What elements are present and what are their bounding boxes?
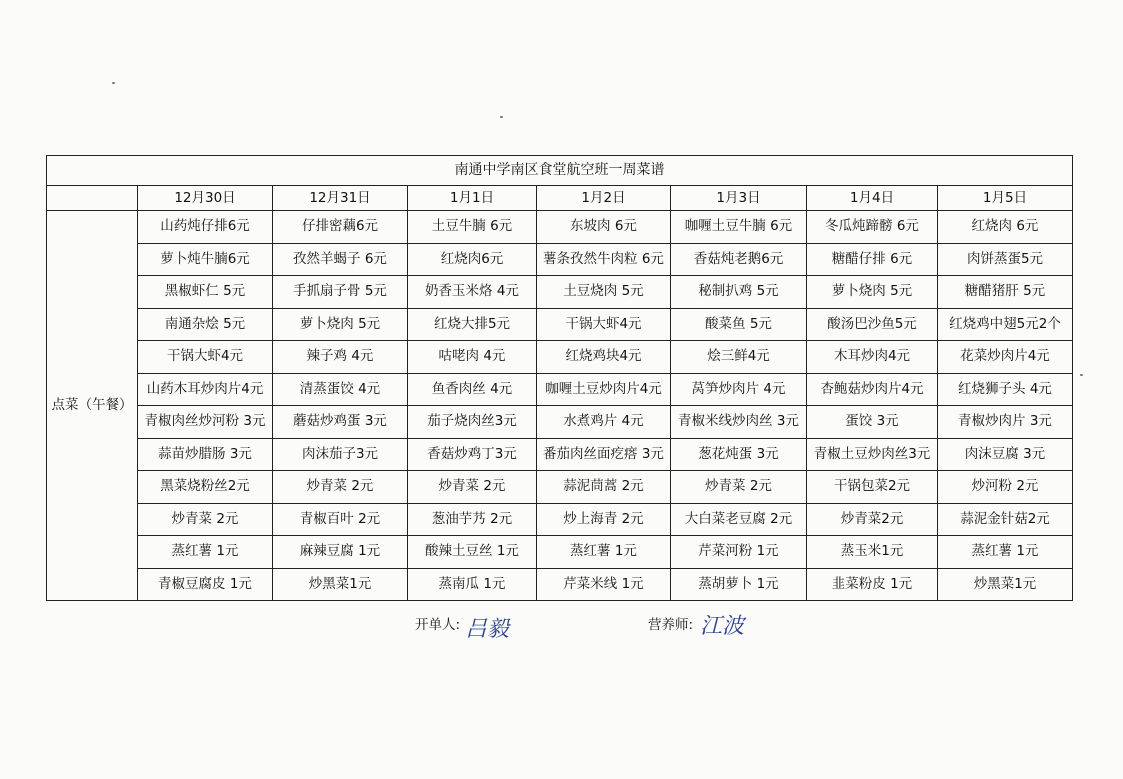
menu-title: 南通中学南区食堂航空班一周菜谱 <box>47 156 1073 186</box>
dish-cell: 炒青菜2元 <box>807 503 938 536</box>
dish-cell: 炒青菜 2元 <box>408 471 537 504</box>
dish-cell: 干锅包菜2元 <box>807 471 938 504</box>
dish-cell: 糖醋仔排 6元 <box>807 243 938 276</box>
dish-cell: 蒸南瓜 1元 <box>408 568 537 601</box>
date-header: 12月31日 <box>273 186 408 211</box>
nutritionist-label: 营养师: <box>648 617 694 633</box>
dish-cell: 炒青菜 2元 <box>671 471 807 504</box>
dish-cell: 莴笋炒肉片 4元 <box>671 373 807 406</box>
corner-cell <box>47 186 138 211</box>
dish-cell: 炒青菜 2元 <box>138 503 273 536</box>
dish-cell: 南通杂烩 5元 <box>138 308 273 341</box>
weekly-menu-table <box>46 155 1073 601</box>
dish-cell: 黑菜烧粉丝2元 <box>138 471 273 504</box>
dish-cell: 香菇炖老鹅6元 <box>671 243 807 276</box>
dish-cell: 茄子烧肉丝3元 <box>408 406 537 439</box>
issuer-label: 开单人: <box>415 617 461 633</box>
dish-cell: 土豆烧肉 5元 <box>537 276 671 309</box>
dish-cell: 咖喱土豆牛腩 6元 <box>671 211 807 244</box>
dish-cell: 大白菜老豆腐 2元 <box>671 503 807 536</box>
dish-cell: 烩三鲜4元 <box>671 341 807 374</box>
date-header: 12月30日 <box>138 186 273 211</box>
dish-cell: 糖醋猪肝 5元 <box>938 276 1073 309</box>
dish-cell: 奶香玉米烙 4元 <box>408 276 537 309</box>
dish-cell: 红烧肉 6元 <box>938 211 1073 244</box>
table-row <box>47 373 1073 406</box>
dish-cell: 蒸胡萝卜 1元 <box>671 568 807 601</box>
dish-cell: 红烧肉6元 <box>408 243 537 276</box>
date-header: 1月3日 <box>671 186 807 211</box>
dish-cell: 炒青菜 2元 <box>273 471 408 504</box>
dish-cell: 杏鲍菇炒肉片4元 <box>807 373 938 406</box>
nutritionist-signature: 江波 <box>700 614 745 639</box>
dish-cell: 辣子鸡 4元 <box>273 341 408 374</box>
table-row <box>47 471 1073 504</box>
dish-cell: 酸辣土豆丝 1元 <box>408 536 537 569</box>
dish-cell: 芹菜米线 1元 <box>537 568 671 601</box>
dish-cell: 东坡肉 6元 <box>537 211 671 244</box>
dish-cell: 青椒肉丝炒河粉 3元 <box>138 406 273 439</box>
scan-speck <box>1080 374 1083 376</box>
table-row <box>47 243 1073 276</box>
dish-cell: 番茄肉丝面疙瘩 3元 <box>537 438 671 471</box>
dish-cell: 红烧鸡中翅5元2个 <box>938 308 1073 341</box>
table-row <box>47 276 1073 309</box>
dish-cell: 清蒸蛋饺 4元 <box>273 373 408 406</box>
dish-cell: 蒜苗炒腊肠 3元 <box>138 438 273 471</box>
date-header: 1月4日 <box>807 186 938 211</box>
dish-cell: 麻辣豆腐 1元 <box>273 536 408 569</box>
dish-cell: 黑椒虾仁 5元 <box>138 276 273 309</box>
scan-speck <box>112 82 115 84</box>
table-row <box>47 536 1073 569</box>
dish-cell: 炒河粉 2元 <box>938 471 1073 504</box>
dish-cell: 肉饼蒸蛋5元 <box>938 243 1073 276</box>
issuer-signature: 吕毅 <box>465 617 510 642</box>
dish-cell: 酸汤巴沙鱼5元 <box>807 308 938 341</box>
dish-cell: 青椒豆腐皮 1元 <box>138 568 273 601</box>
dish-cell: 蒸红薯 1元 <box>938 536 1073 569</box>
dish-cell: 薯条孜然牛肉粒 6元 <box>537 243 671 276</box>
dish-cell: 蒸红薯 1元 <box>138 536 273 569</box>
dish-cell: 蘑菇炒鸡蛋 3元 <box>273 406 408 439</box>
dish-cell: 仔排密藕6元 <box>273 211 408 244</box>
table-row <box>47 503 1073 536</box>
dish-cell: 蒸红薯 1元 <box>537 536 671 569</box>
scan-speck <box>500 116 503 118</box>
dish-cell: 冬瓜炖蹄髈 6元 <box>807 211 938 244</box>
date-header: 1月1日 <box>408 186 537 211</box>
dish-cell: 蒸玉米1元 <box>807 536 938 569</box>
dish-cell: 鱼香肉丝 4元 <box>408 373 537 406</box>
dish-cell: 山药炖仔排6元 <box>138 211 273 244</box>
dish-cell: 山药木耳炒肉片4元 <box>138 373 273 406</box>
dish-cell: 葱花炖蛋 3元 <box>671 438 807 471</box>
dish-cell: 炒黑菜1元 <box>938 568 1073 601</box>
dish-cell: 蒜泥茼蒿 2元 <box>537 471 671 504</box>
dish-cell: 青椒百叶 2元 <box>273 503 408 536</box>
meal-row-label: 点菜（午餐） <box>47 211 138 601</box>
dish-cell: 肉沫豆腐 3元 <box>938 438 1073 471</box>
dish-cell: 手抓扇子骨 5元 <box>273 276 408 309</box>
table-row <box>47 438 1073 471</box>
dish-cell: 水煮鸡片 4元 <box>537 406 671 439</box>
table-row <box>47 211 1073 244</box>
dish-cell: 青椒土豆炒肉丝3元 <box>807 438 938 471</box>
dish-cell: 秘制扒鸡 5元 <box>671 276 807 309</box>
dish-cell: 红烧狮子头 4元 <box>938 373 1073 406</box>
dish-cell: 芹菜河粉 1元 <box>671 536 807 569</box>
dish-cell: 萝卜烧肉 5元 <box>807 276 938 309</box>
table-row <box>47 406 1073 439</box>
dish-cell: 咕咾肉 4元 <box>408 341 537 374</box>
dish-cell: 红烧大排5元 <box>408 308 537 341</box>
dish-cell: 炒上海青 2元 <box>537 503 671 536</box>
table-row <box>47 341 1073 374</box>
date-header: 1月2日 <box>537 186 671 211</box>
dish-cell: 酸菜鱼 5元 <box>671 308 807 341</box>
dish-cell: 孜然羊蝎子 6元 <box>273 243 408 276</box>
dish-cell: 萝卜烧肉 5元 <box>273 308 408 341</box>
dish-cell: 干锅大虾4元 <box>138 341 273 374</box>
dish-cell: 木耳炒肉4元 <box>807 341 938 374</box>
dish-cell: 萝卜炖牛腩6元 <box>138 243 273 276</box>
dish-cell: 花菜炒肉片4元 <box>938 341 1073 374</box>
dish-cell: 炒黑菜1元 <box>273 568 408 601</box>
table-row <box>47 308 1073 341</box>
dish-cell: 葱油芋艿 2元 <box>408 503 537 536</box>
dish-cell: 香菇炒鸡丁3元 <box>408 438 537 471</box>
dish-cell: 青椒炒肉片 3元 <box>938 406 1073 439</box>
dish-cell: 蛋饺 3元 <box>807 406 938 439</box>
date-header: 1月5日 <box>938 186 1073 211</box>
dish-cell: 咖喱土豆炒肉片4元 <box>537 373 671 406</box>
dish-cell: 青椒米线炒肉丝 3元 <box>671 406 807 439</box>
dish-cell: 肉沫茄子3元 <box>273 438 408 471</box>
dish-cell: 红烧鸡块4元 <box>537 341 671 374</box>
dish-cell: 土豆牛腩 6元 <box>408 211 537 244</box>
table-row <box>47 568 1073 601</box>
dish-cell: 韭菜粉皮 1元 <box>807 568 938 601</box>
dish-cell: 蒜泥金针菇2元 <box>938 503 1073 536</box>
dish-cell: 干锅大虾4元 <box>537 308 671 341</box>
